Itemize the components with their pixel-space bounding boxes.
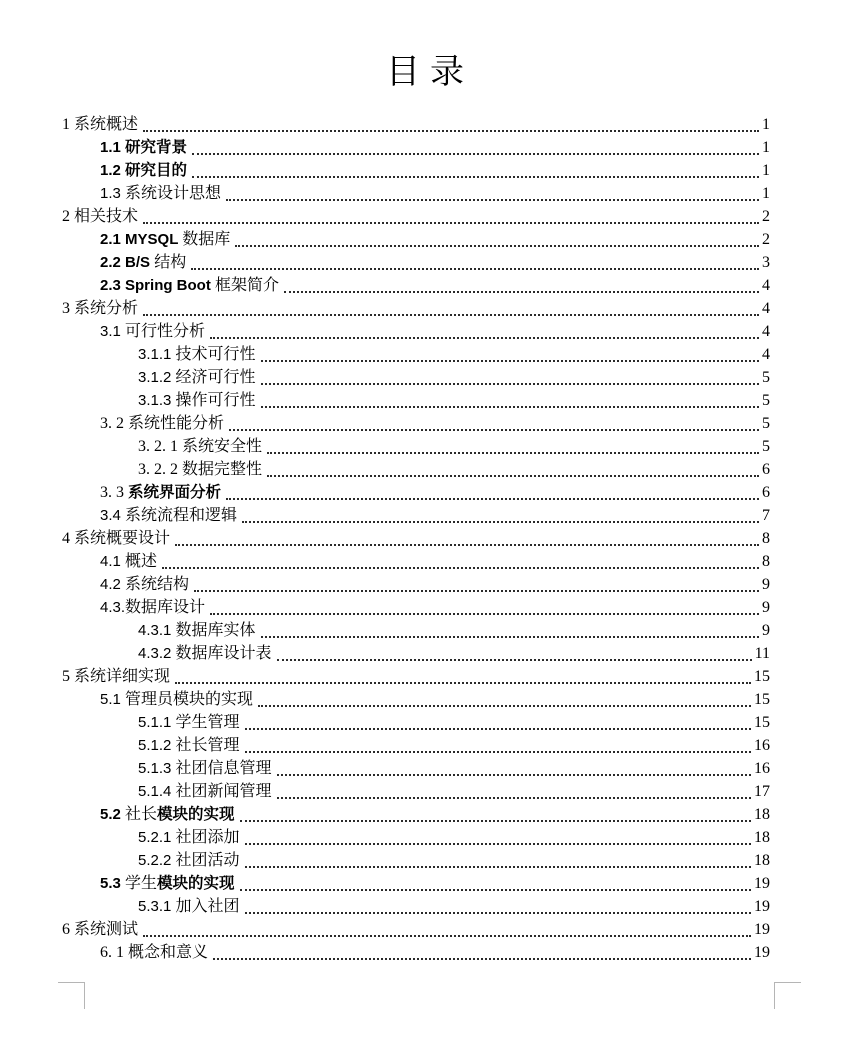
toc-entry[interactable] — [62, 711, 770, 734]
toc-entry-segment: 社团信息管理 — [175, 760, 272, 777]
toc-entry-segment: 3.1.2 — [138, 369, 176, 386]
dot-leader — [245, 866, 751, 868]
toc-entry-text — [100, 504, 237, 527]
page-number: 4 — [762, 277, 770, 294]
toc-entry[interactable] — [62, 320, 770, 343]
toc-entry-text — [138, 711, 240, 734]
toc-entry-text — [100, 412, 224, 435]
dot-leader — [284, 291, 759, 293]
toc-entry-text — [100, 136, 187, 159]
page-number: 5 — [762, 415, 770, 432]
toc-entry-segment: 系统结构 — [125, 576, 190, 593]
page-number: 18 — [754, 829, 770, 846]
toc-entry-text — [138, 366, 256, 389]
toc-entry-segment: 5.2 — [100, 806, 126, 823]
toc-entry[interactable] — [62, 527, 770, 550]
page-number: 8 — [762, 530, 770, 547]
toc-entry-text — [138, 757, 272, 780]
dot-leader — [240, 889, 751, 891]
page-number: 15 — [754, 691, 770, 708]
page-number: 7 — [762, 507, 770, 524]
toc-entry-segment: 5.3.1 — [138, 898, 176, 915]
page-number: 19 — [754, 944, 770, 961]
toc-entry[interactable] — [62, 113, 770, 136]
toc-entry-segment: 研究背景 — [125, 139, 188, 156]
page-number: 5 — [762, 369, 770, 386]
toc-entry[interactable] — [62, 159, 770, 182]
dot-leader — [210, 613, 759, 615]
toc-entry[interactable] — [62, 366, 770, 389]
page-number: 5 — [762, 392, 770, 409]
toc-entry-segment: 可行性分析 — [125, 323, 206, 340]
toc-entry[interactable] — [62, 182, 770, 205]
toc-entry-segment: 4.3.1 — [138, 622, 176, 639]
toc-entry[interactable] — [62, 803, 770, 826]
toc-entry[interactable] — [62, 550, 770, 573]
toc-entry-segment: 3. 2. 1 系统安全性 — [138, 438, 263, 455]
page-number: 19 — [754, 898, 770, 915]
page-number: 6 — [762, 461, 770, 478]
dot-leader — [261, 636, 759, 638]
toc-entry-segment: 系统界面分析 — [128, 484, 222, 501]
dot-leader — [143, 314, 759, 316]
toc-entry-segment: 数据库 — [182, 231, 231, 248]
page-number: 11 — [754, 645, 770, 662]
toc-entry-segment: 1 系统概述 — [62, 116, 139, 133]
toc-entry-segment: 社长 — [125, 806, 158, 823]
page-number: 15 — [754, 714, 770, 731]
dot-leader — [143, 222, 759, 224]
toc-entry-text — [62, 665, 170, 688]
toc-entry-segment: 学生管理 — [175, 714, 240, 731]
dot-leader — [261, 360, 759, 362]
toc-entry-text — [100, 941, 208, 964]
dot-leader — [229, 429, 759, 431]
toc-entry-text — [100, 803, 235, 826]
toc-entry[interactable] — [62, 412, 770, 435]
toc-entry[interactable] — [62, 757, 770, 780]
toc-entry-segment: 研究目的 — [125, 162, 188, 179]
dot-leader — [245, 843, 751, 845]
toc-entry-segment: 3. 3 — [100, 484, 128, 501]
toc-entry[interactable] — [62, 826, 770, 849]
toc-entry[interactable] — [62, 274, 770, 297]
page-number: 18 — [754, 852, 770, 869]
dot-leader — [226, 199, 759, 201]
dot-leader — [277, 797, 751, 799]
toc-entry-text — [100, 872, 235, 895]
page-number: 19 — [754, 921, 770, 938]
toc-entry-text — [62, 113, 138, 136]
dot-leader — [245, 912, 751, 914]
toc-entry[interactable] — [62, 228, 770, 251]
toc-entry-segment: 社长管理 — [175, 737, 240, 754]
toc-entry-segment: 模块的实现 — [157, 806, 235, 823]
toc-entry-text — [138, 389, 256, 412]
toc-entry-text — [100, 251, 186, 274]
toc-entry-segment: 模块的实现 — [157, 875, 235, 892]
toc-entry-text — [100, 159, 187, 182]
toc-entry-text — [138, 642, 272, 665]
toc-entry-segment: 5.1.2 — [138, 737, 176, 754]
toc-entry-text — [62, 918, 138, 941]
toc-entry-text — [100, 481, 221, 504]
toc-entry-segment: 4.3.2 — [138, 645, 176, 662]
toc-entry[interactable] — [62, 205, 770, 228]
toc-entry[interactable] — [62, 389, 770, 412]
toc-entry-segment: 5.2.2 — [138, 852, 176, 869]
toc-entry[interactable] — [62, 734, 770, 757]
toc-entry-segment: 系统设计思想 — [125, 185, 222, 202]
page-number: 18 — [754, 806, 770, 823]
page-number: 16 — [754, 737, 770, 754]
toc-entry-segment: 3.1 — [100, 323, 126, 340]
toc-entry-text — [62, 297, 138, 320]
page-number: 16 — [754, 760, 770, 777]
toc-entry-text — [138, 780, 272, 803]
toc-entry-text — [100, 688, 253, 711]
toc-entry-segment: 2.3 Spring Boot — [100, 277, 216, 294]
page-number: 3 — [762, 254, 770, 271]
dot-leader — [242, 521, 759, 523]
toc-entry-segment: 4 系统概要设计 — [62, 530, 171, 547]
toc-entry-segment: 2.1 MYSQL — [100, 231, 183, 248]
toc-entry-segment: 4.3. — [100, 599, 126, 616]
toc-entry-segment: 5.1.1 — [138, 714, 176, 731]
toc-entry-text — [62, 527, 170, 550]
toc-entry-segment: 系统流程和逻辑 — [125, 507, 238, 524]
toc-entry-segment: 框架简介 — [215, 277, 280, 294]
toc-entry-segment: 3.1.1 — [138, 346, 176, 363]
page-number: 1 — [762, 139, 770, 156]
toc-entry[interactable] — [62, 642, 770, 665]
toc-entry-segment: 6 系统测试 — [62, 921, 139, 938]
toc-entry-segment: 5.2.1 — [138, 829, 176, 846]
page-number: 19 — [754, 875, 770, 892]
page-number: 1 — [762, 185, 770, 202]
toc-entry-segment: 1.1 — [100, 139, 126, 156]
toc-entry[interactable] — [62, 849, 770, 872]
toc-entry-text — [100, 550, 157, 573]
toc-entry-segment: 3 系统分析 — [62, 300, 139, 317]
toc-entry-text — [100, 228, 230, 251]
toc-entry-segment: 结构 — [154, 254, 187, 271]
page-number: 1 — [762, 116, 770, 133]
dot-leader — [267, 475, 759, 477]
dot-leader — [192, 176, 759, 178]
page-number: 17 — [754, 783, 770, 800]
toc-entry[interactable] — [62, 251, 770, 274]
dot-leader — [175, 544, 759, 546]
dot-leader — [143, 130, 759, 132]
toc-entry[interactable] — [62, 619, 770, 642]
dot-leader — [192, 153, 759, 155]
toc-entry[interactable] — [62, 136, 770, 159]
page-number: 6 — [762, 484, 770, 501]
dot-leader — [213, 958, 751, 960]
page-number: 5 — [762, 438, 770, 455]
dot-leader — [261, 383, 759, 385]
dot-leader — [191, 268, 759, 270]
toc-entry-text — [100, 573, 189, 596]
page-number: 15 — [754, 668, 770, 685]
toc-entry-segment: 4.1 — [100, 553, 126, 570]
toc-entry-text — [138, 734, 240, 757]
toc-entry-text — [138, 458, 262, 481]
toc-entry-segment: 5.1.4 — [138, 783, 176, 800]
page-title: 目录 — [386, 54, 474, 91]
toc-entry-text — [138, 826, 240, 849]
toc-entry[interactable] — [62, 895, 770, 918]
toc-entry-segment: 4.2 — [100, 576, 126, 593]
dot-leader — [226, 498, 759, 500]
toc-entry[interactable] — [62, 458, 770, 481]
toc-entry[interactable] — [62, 481, 770, 504]
toc-entry-text — [62, 205, 138, 228]
page-number: 9 — [762, 599, 770, 616]
toc-entry-segment: 5.3 — [100, 875, 126, 892]
page-number: 4 — [762, 300, 770, 317]
toc-entry-segment: 6. 1 概念和意义 — [100, 944, 209, 961]
dot-leader — [175, 682, 751, 684]
dot-leader — [162, 567, 759, 569]
toc-entry-segment: 1.3 — [100, 185, 126, 202]
toc-entry-text — [138, 849, 240, 872]
dot-leader — [245, 728, 751, 730]
toc-entry-segment: 5.1.3 — [138, 760, 176, 777]
toc-entry-segment: 2 相关技术 — [62, 208, 139, 225]
toc-entry-segment: 加入社团 — [175, 898, 240, 915]
toc-entry-segment: 3.4 — [100, 507, 126, 524]
toc-entry-segment: 社团添加 — [175, 829, 240, 846]
toc-entry[interactable] — [62, 780, 770, 803]
toc-entry[interactable] — [62, 941, 770, 964]
toc-entry[interactable] — [62, 688, 770, 711]
toc-entry-text — [138, 895, 240, 918]
toc-entry-segment: 3. 2 系统性能分析 — [100, 415, 225, 432]
page-number: 9 — [762, 622, 770, 639]
toc-entry-segment: 5.1 — [100, 691, 126, 708]
dot-leader — [277, 659, 752, 661]
toc-entry-segment: 概述 — [125, 553, 158, 570]
dot-leader — [258, 705, 751, 707]
dot-leader — [261, 406, 759, 408]
toc-entry-text — [100, 182, 221, 205]
toc-entry[interactable] — [62, 918, 770, 941]
toc-entry-text — [100, 596, 205, 619]
toc-entry-segment: 社团活动 — [175, 852, 240, 869]
toc-entry-text — [100, 320, 205, 343]
toc-entry-segment: 学生 — [125, 875, 158, 892]
dot-leader — [143, 935, 751, 937]
toc-entry-segment: 数据库实体 — [175, 622, 256, 639]
toc-entry[interactable] — [62, 343, 770, 366]
toc-entry-segment: 1.2 — [100, 162, 126, 179]
toc-entry[interactable] — [62, 435, 770, 458]
toc-entry[interactable] — [62, 665, 770, 688]
toc-entry-text — [138, 343, 256, 366]
dot-leader — [194, 590, 759, 592]
dot-leader — [277, 774, 751, 776]
dot-leader — [267, 452, 759, 454]
text-boundary-mark-bottom-right — [774, 982, 801, 1009]
toc-entry[interactable] — [62, 872, 770, 895]
page-number: 1 — [762, 162, 770, 179]
toc-entry-segment: 操作可行性 — [175, 392, 256, 409]
toc-entry-text — [138, 619, 256, 642]
toc-entry[interactable] — [62, 297, 770, 320]
toc-entry-text — [100, 274, 279, 297]
page-number: 2 — [762, 208, 770, 225]
toc-entry-text — [138, 435, 262, 458]
toc-entry-segment: 管理员模块的实现 — [125, 691, 254, 708]
toc-entry[interactable] — [62, 596, 770, 619]
toc-entry[interactable] — [62, 504, 770, 527]
toc-entry-segment: 社团新闻管理 — [175, 783, 272, 800]
toc-entry-segment: 数据库设计 — [125, 599, 206, 616]
toc-entry[interactable] — [62, 573, 770, 596]
table-of-contents — [62, 113, 770, 964]
toc-entry-segment: 数据库设计表 — [175, 645, 272, 662]
toc-entry-segment: 技术可行性 — [175, 346, 256, 363]
toc-entry-segment: 3.1.3 — [138, 392, 176, 409]
toc-entry-segment: 2.2 B/S — [100, 254, 155, 271]
dot-leader — [210, 337, 759, 339]
page-number: 4 — [762, 323, 770, 340]
toc-entry-segment: 3. 2. 2 数据完整性 — [138, 461, 263, 478]
page-number: 2 — [762, 231, 770, 248]
dot-leader — [240, 820, 751, 822]
toc-entry-segment: 5 系统详细实现 — [62, 668, 171, 685]
dot-leader — [235, 245, 759, 247]
page-number: 8 — [762, 553, 770, 570]
page-number: 4 — [762, 346, 770, 363]
toc-entry-segment: 经济可行性 — [175, 369, 256, 386]
text-boundary-mark-bottom-left — [58, 982, 85, 1009]
page-number: 9 — [762, 576, 770, 593]
dot-leader — [245, 751, 751, 753]
